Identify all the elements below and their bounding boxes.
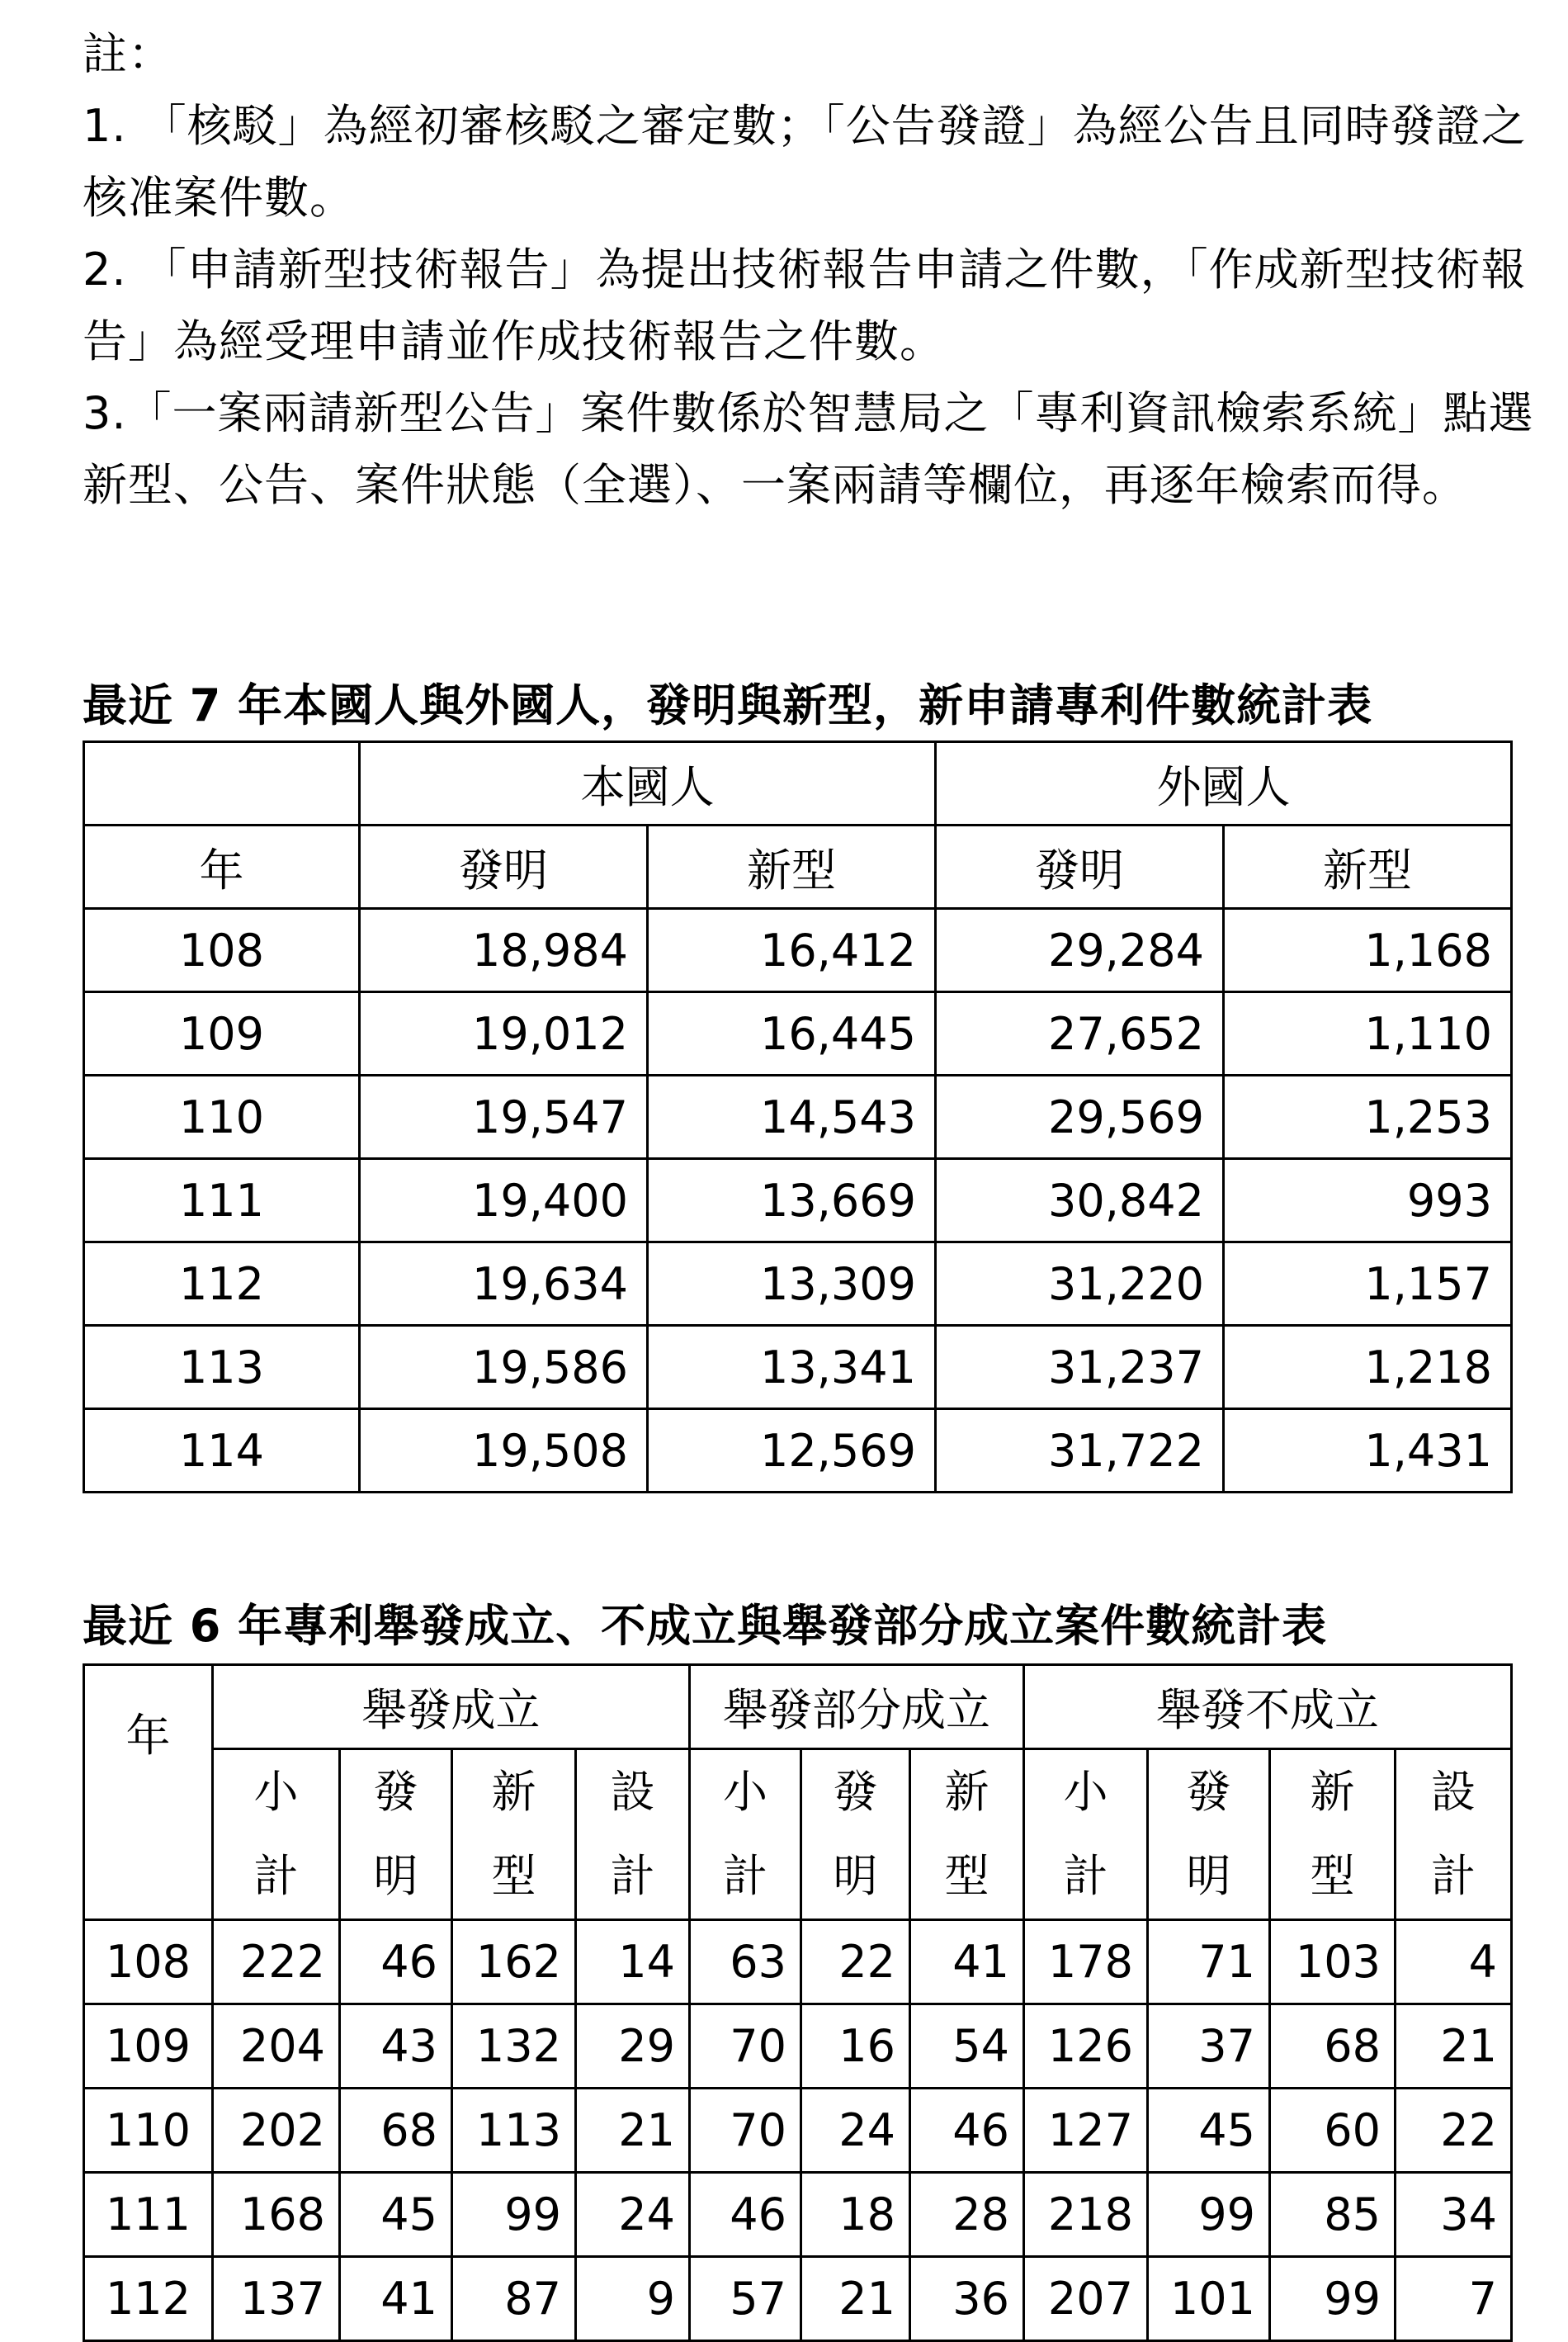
value-cell: 19,634 — [360, 1242, 648, 1326]
value-cell: 46 — [340, 1920, 452, 2004]
value-cell: 207 — [1024, 2257, 1148, 2341]
group-header-partially-established: 舉發部分成立 — [690, 1665, 1024, 1749]
value-cell: 18,984 — [360, 909, 648, 992]
table-row — [84, 2257, 1512, 2341]
value-cell: 87 — [452, 2257, 576, 2341]
sub-header-cell: 小 計 — [213, 1749, 340, 1920]
sub-header-utility-model: 新型 — [648, 826, 936, 909]
value-cell: 43 — [340, 2004, 452, 2089]
sub-header-cell: 新 型 — [1270, 1749, 1396, 1920]
value-cell: 29,284 — [936, 909, 1224, 992]
value-cell: 68 — [1270, 2004, 1396, 2089]
value-cell: 162 — [452, 1920, 576, 2004]
value-cell: 19,547 — [360, 1076, 648, 1159]
value-cell: 13,309 — [648, 1242, 936, 1326]
value-cell: 70 — [690, 2089, 801, 2173]
table1-caption: 最近 7 年本國人與外國人，發明與新型，新申請專利件數統計表 — [83, 679, 1373, 731]
value-cell: 103 — [1270, 1920, 1396, 2004]
value-cell: 19,508 — [360, 1409, 648, 1493]
table-row — [84, 2089, 1512, 2173]
value-cell: 204 — [213, 2004, 340, 2089]
value-cell: 16 — [801, 2004, 910, 2089]
value-cell: 29 — [576, 2004, 690, 2089]
year-cell: 109 — [84, 2004, 213, 2089]
value-cell: 24 — [576, 2173, 690, 2257]
value-cell: 16,412 — [648, 909, 936, 992]
sub-header-invention: 發明 — [936, 826, 1224, 909]
value-cell: 46 — [690, 2173, 801, 2257]
value-cell: 14 — [576, 1920, 690, 2004]
year-cell: 113 — [84, 1326, 360, 1409]
year-cell: 110 — [84, 1076, 360, 1159]
table-row — [84, 2004, 1512, 2089]
table-row — [84, 2173, 1512, 2257]
year-cell: 109 — [84, 992, 360, 1076]
year-cell: 110 — [84, 2089, 213, 2173]
sub-header-cell: 發 明 — [1148, 1749, 1270, 1920]
value-cell: 21 — [1396, 2004, 1512, 2089]
value-cell: 13,669 — [648, 1159, 936, 1242]
value-cell: 1,168 — [1224, 909, 1512, 992]
notes-heading: 註： — [83, 28, 173, 80]
value-cell: 127 — [1024, 2089, 1148, 2173]
value-cell: 218 — [1024, 2173, 1148, 2257]
value-cell: 7 — [1396, 2257, 1512, 2341]
value-cell: 113 — [452, 2089, 576, 2173]
value-cell: 168 — [213, 2173, 340, 2257]
value-cell: 27,652 — [936, 992, 1224, 1076]
value-cell: 1,218 — [1224, 1326, 1512, 1409]
sub-header-cell: 發 明 — [340, 1749, 452, 1920]
table-row — [84, 992, 1512, 1076]
value-cell: 14,543 — [648, 1076, 936, 1159]
value-cell: 31,237 — [936, 1326, 1224, 1409]
group-header-established: 舉發成立 — [213, 1665, 690, 1749]
empty-header-cell — [84, 742, 360, 826]
value-cell: 19,012 — [360, 992, 648, 1076]
invalidation-table — [83, 1663, 1513, 2342]
notes-section — [83, 18, 1535, 521]
value-cell: 22 — [801, 1920, 910, 2004]
table-row — [84, 1242, 1512, 1326]
value-cell: 4 — [1396, 1920, 1512, 2004]
value-cell: 60 — [1270, 2089, 1396, 2173]
value-cell: 21 — [801, 2257, 910, 2341]
sub-header-invention: 發明 — [360, 826, 648, 909]
value-cell: 28 — [910, 2173, 1024, 2257]
year-cell: 108 — [84, 1920, 213, 2004]
year-header: 年 — [84, 826, 360, 909]
value-cell: 19,586 — [360, 1326, 648, 1409]
value-cell: 22 — [1396, 2089, 1512, 2173]
year-cell: 111 — [84, 2173, 213, 2257]
year-cell: 112 — [84, 2257, 213, 2341]
sub-header-cell: 設 計 — [576, 1749, 690, 1920]
value-cell: 202 — [213, 2089, 340, 2173]
value-cell: 19,400 — [360, 1159, 648, 1242]
value-cell: 85 — [1270, 2173, 1396, 2257]
new-applications-table — [83, 740, 1513, 1493]
year-cell: 108 — [84, 909, 360, 992]
value-cell: 178 — [1024, 1920, 1148, 2004]
sub-header-cell: 新 型 — [452, 1749, 576, 1920]
value-cell: 16,445 — [648, 992, 936, 1076]
table-row — [84, 1159, 1512, 1242]
value-cell: 31,722 — [936, 1409, 1224, 1493]
table-row — [84, 1076, 1512, 1159]
value-cell: 36 — [910, 2257, 1024, 2341]
sub-header-cell: 發 明 — [801, 1749, 910, 1920]
sub-header-cell: 小 計 — [690, 1749, 801, 1920]
group-header-foreign: 外國人 — [936, 742, 1512, 826]
value-cell: 41 — [340, 2257, 452, 2341]
group-header-not-established: 舉發不成立 — [1024, 1665, 1512, 1749]
value-cell: 126 — [1024, 2004, 1148, 2089]
value-cell: 37 — [1148, 2004, 1270, 2089]
year-cell: 111 — [84, 1159, 360, 1242]
year-header: 年 — [84, 1665, 213, 1920]
value-cell: 46 — [910, 2089, 1024, 2173]
value-cell: 71 — [1148, 1920, 1270, 2004]
year-cell: 112 — [84, 1242, 360, 1326]
table-row — [84, 1409, 1512, 1493]
sub-header-cell: 小 計 — [1024, 1749, 1148, 1920]
table-row — [84, 1920, 1512, 2004]
value-cell: 29,569 — [936, 1076, 1224, 1159]
value-cell: 13,341 — [648, 1326, 936, 1409]
value-cell: 57 — [690, 2257, 801, 2341]
value-cell: 137 — [213, 2257, 340, 2341]
value-cell: 31,220 — [936, 1242, 1224, 1326]
value-cell: 21 — [576, 2089, 690, 2173]
table-row — [84, 909, 1512, 992]
sub-header-cell: 設 計 — [1396, 1749, 1512, 1920]
value-cell: 993 — [1224, 1159, 1512, 1242]
value-cell: 63 — [690, 1920, 801, 2004]
value-cell: 101 — [1148, 2257, 1270, 2341]
table-row — [84, 1326, 1512, 1409]
value-cell: 1,253 — [1224, 1076, 1512, 1159]
value-cell: 45 — [340, 2173, 452, 2257]
note-2: 2. 「申請新型技術報告」為提出技術報告申請之件數，「作成新型技術報告」為經受理申請並作成技術報告之件數。 — [83, 244, 1527, 367]
value-cell: 1,110 — [1224, 992, 1512, 1076]
table2-caption: 最近 6 年專利舉發成立、不成立與舉發部分成立案件數統計表 — [83, 1600, 1328, 1652]
note-1: 1. 「核駁」為經初審核駁之審定數；「公告發證」為經公告且同時發證之核准案件數。 — [83, 100, 1527, 224]
value-cell: 41 — [910, 1920, 1024, 2004]
value-cell: 70 — [690, 2004, 801, 2089]
value-cell: 34 — [1396, 2173, 1512, 2257]
value-cell: 1,431 — [1224, 1409, 1512, 1493]
value-cell: 12,569 — [648, 1409, 936, 1493]
value-cell: 99 — [1270, 2257, 1396, 2341]
value-cell: 45 — [1148, 2089, 1270, 2173]
value-cell: 18 — [801, 2173, 910, 2257]
sub-header-cell: 新 型 — [910, 1749, 1024, 1920]
value-cell: 222 — [213, 1920, 340, 2004]
value-cell: 99 — [1148, 2173, 1270, 2257]
group-header-domestic: 本國人 — [360, 742, 936, 826]
value-cell: 68 — [340, 2089, 452, 2173]
value-cell: 54 — [910, 2004, 1024, 2089]
value-cell: 132 — [452, 2004, 576, 2089]
value-cell: 9 — [576, 2257, 690, 2341]
value-cell: 1,157 — [1224, 1242, 1512, 1326]
sub-header-utility-model: 新型 — [1224, 826, 1512, 909]
value-cell: 30,842 — [936, 1159, 1224, 1242]
year-cell: 114 — [84, 1409, 360, 1493]
note-3: 3.「一案兩請新型公告」案件數係於智慧局之「專利資訊檢索系統」點選新型、公告、案件狀態（全選）、一案兩請等欄位，再逐年檢索而得。 — [83, 387, 1534, 511]
value-cell: 99 — [452, 2173, 576, 2257]
value-cell: 24 — [801, 2089, 910, 2173]
